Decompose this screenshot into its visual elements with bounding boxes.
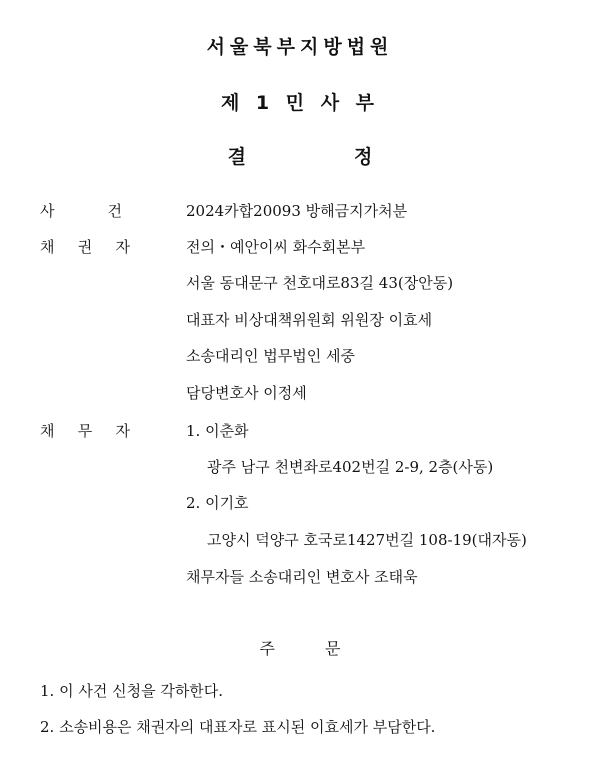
case-number-and-name: 2024카합20093 방해금지가처분 xyxy=(186,202,408,220)
court-name: 서울북부지방법원 xyxy=(206,36,394,58)
document-type-char-1: 결 xyxy=(227,146,246,168)
order-title: 주 문 xyxy=(259,639,341,658)
document-type xyxy=(0,142,600,169)
order-item-1: 1. 이 사건 신청을 각하한다. xyxy=(40,682,224,700)
creditor-label: 채 권 자 xyxy=(40,238,130,256)
debtor-label: 채 무 자 xyxy=(40,422,130,440)
creditor-attorney: 담당변호사 이정세 xyxy=(186,384,307,402)
debtor-counsel: 채무자들 소송대리인 변호사 조태욱 xyxy=(186,568,418,586)
court-division: 제 1 민 사 부 xyxy=(220,92,380,114)
creditor-counsel-firm: 소송대리인 법무법인 세중 xyxy=(186,347,355,365)
creditor-name: 전의・예안이씨 화수회본부 xyxy=(186,238,366,256)
creditor-representative: 대표자 비상대책위원회 위원장 이효세 xyxy=(186,311,433,329)
debtor-2-name: 2. 이기호 xyxy=(186,494,249,512)
creditor-address: 서울 동대문구 천호대로83길 43(장안동) xyxy=(186,274,454,292)
document-type-char-2: 정 xyxy=(354,146,373,168)
order-item-2: 2. 소송비용은 채권자의 대표자로 표시된 이효세가 부담한다. xyxy=(40,718,436,736)
debtor-2-address: 고양시 덕양구 호국로1427번길 108-19(대자동) xyxy=(207,531,527,549)
debtor-1-name: 1. 이춘화 xyxy=(186,422,249,440)
debtor-1-address: 광주 남구 천변좌로402번길 2-9, 2층(사동) xyxy=(207,458,494,476)
case-label: 사 건 xyxy=(40,202,122,220)
